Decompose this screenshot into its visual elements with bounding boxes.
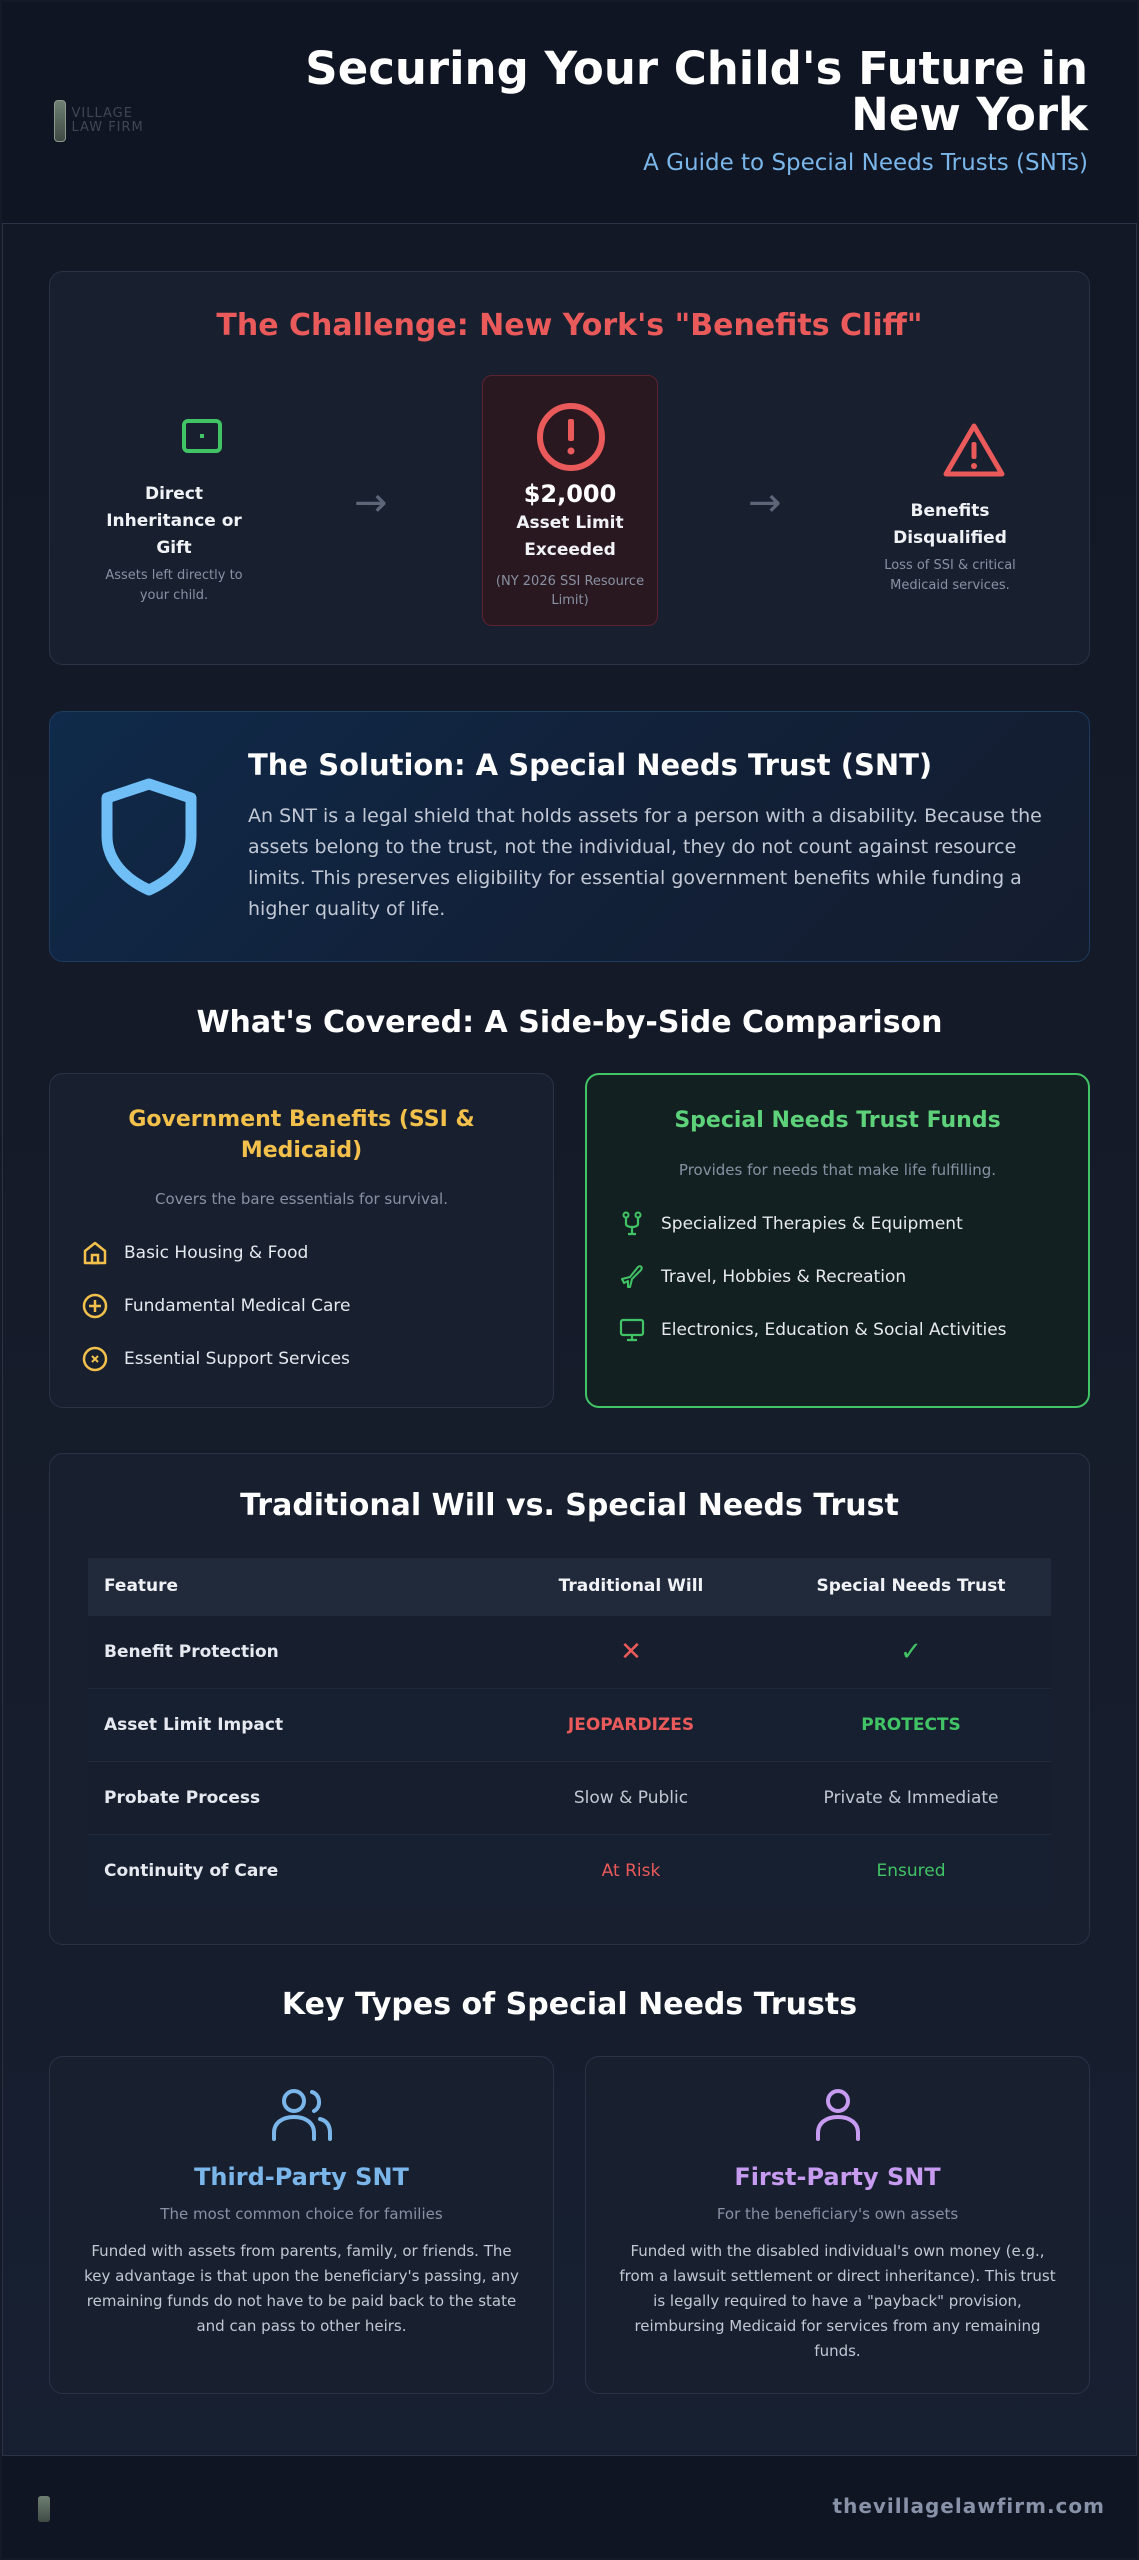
third-party-snt-card	[49, 2056, 554, 2394]
table-cell-will: Slow & Public	[491, 1761, 771, 1834]
government-benefits-title: Government Benefits (SSI & Medicaid)	[128, 1107, 475, 1163]
table-row	[88, 1688, 1051, 1761]
trust-funds-subtitle: Provides for needs that make life fulfilling.	[678, 1161, 997, 1179]
first-party-text: Funded with the disabled individual's own money (e.g., from a lawsuit settlement or direct inheritance). This trust is legally required to have a "payback" provision, reimbursing Medicaid for services from any remaining funds.	[619, 2242, 1056, 2360]
logo-text: VILLAGE LAW FIRM	[71, 106, 144, 135]
step-limit-desc: (NY 2026 SSI Resource Limit)	[495, 574, 645, 608]
firm-logo[interactable]	[54, 98, 154, 144]
footer-logo-icon[interactable]	[38, 2496, 50, 2522]
trust-funds-card	[585, 1073, 1090, 1408]
list-item	[617, 1262, 906, 1292]
step-disqualified-title: Benefits Disqualified	[893, 501, 1007, 548]
warning-triangle-icon	[942, 422, 1006, 478]
list-item-label: Essential Support Services	[124, 1349, 350, 1369]
alert-circle-icon	[534, 400, 608, 474]
plane-icon	[617, 1262, 647, 1292]
footer-website-link[interactable]: thevillagelawfirm.com	[832, 2494, 1105, 2518]
table-title: Traditional Will vs. Special Needs Trust	[240, 1488, 899, 1523]
list-item-label: Basic Housing & Food	[124, 1243, 309, 1263]
monitor-icon	[617, 1315, 647, 1345]
trust-funds-title: Special Needs Trust Funds	[674, 1108, 1001, 1133]
list-item	[617, 1315, 1007, 1345]
challenge-title: The Challenge: New York's "Benefits Cliff"	[216, 308, 923, 343]
list-item	[80, 1344, 350, 1374]
page-footer	[2, 2455, 1137, 2558]
third-party-text: Funded with assets from parents, family, or friends. The key advantage is that upon the beneficiary's passing, any remaining funds do not have to be paid back to the state and can pass to other heirs.	[84, 2242, 519, 2335]
table-cell-trust: PROTECTS	[771, 1688, 1051, 1761]
list-item	[80, 1238, 308, 1268]
first-party-subtitle: For the beneficiary's own assets	[716, 2205, 959, 2223]
asset-limit-amount: $2,000	[523, 480, 617, 508]
therapy-equipment-icon	[617, 1209, 647, 1239]
table-cell-feature: Continuity of Care	[88, 1834, 491, 1907]
list-item	[80, 1291, 351, 1321]
challenge-section	[49, 271, 1090, 665]
step-inheritance-desc: Assets left directly to your child.	[105, 568, 243, 603]
table-row	[88, 1761, 1051, 1834]
users-icon	[50, 2087, 553, 2143]
types-title: Key Types of Special Needs Trusts	[281, 1987, 858, 2022]
solution-title: The Solution: A Special Needs Trust (SNT)	[248, 748, 933, 782]
support-x-circle-icon	[80, 1344, 110, 1374]
list-item	[617, 1209, 963, 1239]
medical-plus-icon	[80, 1291, 110, 1321]
table-cell-feature: Asset Limit Impact	[88, 1688, 491, 1761]
check-mark-icon: ✓	[771, 1615, 1051, 1688]
step-disqualified	[870, 422, 1030, 596]
x-mark-icon: ✕	[491, 1615, 771, 1688]
logo-mark-icon	[54, 100, 66, 142]
page-header	[2, 2, 1137, 224]
will-vs-trust-section	[49, 1453, 1090, 1945]
house-icon	[80, 1238, 110, 1268]
step-inheritance-title: Direct Inheritance or Gift	[106, 484, 242, 558]
step-limit-title: Asset Limit Exceeded	[516, 513, 624, 560]
arrow-right-icon: →	[748, 480, 782, 526]
list-item-label: Electronics, Education & Social Activities	[661, 1320, 1007, 1340]
table-cell-will: JEOPARDIZES	[491, 1688, 771, 1761]
step-limit-exceeded	[482, 375, 658, 626]
table-header-feature: Feature	[88, 1558, 491, 1615]
table-header-trust: Special Needs Trust	[771, 1558, 1051, 1615]
step-inheritance	[94, 417, 254, 606]
list-item-label: Fundamental Medical Care	[124, 1296, 351, 1316]
table-row	[88, 1834, 1051, 1907]
table-cell-trust: Private & Immediate	[771, 1761, 1051, 1834]
government-benefits-subtitle: Covers the bare essentials for survival.	[155, 1190, 448, 1208]
comparison-title: What's Covered: A Side-by-Side Comparison	[196, 1005, 943, 1040]
table-header-will: Traditional Will	[491, 1558, 771, 1615]
list-item-label: Travel, Hobbies & Recreation	[661, 1267, 907, 1287]
solution-section	[49, 711, 1090, 962]
table-cell-will: At Risk	[491, 1834, 771, 1907]
table-row	[88, 1615, 1051, 1688]
table-cell-feature: Benefit Protection	[88, 1615, 491, 1688]
government-benefits-card	[49, 1073, 554, 1408]
table-cell-feature: Probate Process	[88, 1761, 491, 1834]
step-disqualified-desc: Loss of SSI & critical Medicaid services.	[884, 558, 1016, 593]
third-party-subtitle: The most common choice for families	[160, 2205, 443, 2223]
page-subtitle: A Guide to Special Needs Trusts (SNTs)	[643, 150, 1088, 176]
user-icon	[586, 2087, 1089, 2143]
page-title: Securing Your Child's Future in New York	[305, 42, 1088, 141]
arrow-right-icon: →	[354, 480, 388, 526]
first-party-title: First-Party SNT	[734, 2163, 941, 2191]
third-party-title: Third-Party SNT	[194, 2163, 409, 2191]
table-cell-trust: Ensured	[771, 1834, 1051, 1907]
comparison-table	[88, 1558, 1051, 1907]
shield-icon	[99, 778, 199, 896]
first-party-snt-card	[585, 2056, 1090, 2394]
list-item-label: Specialized Therapies & Equipment	[661, 1214, 963, 1234]
solution-text: An SNT is a legal shield that holds assets for a person with a disability. Because the assets belong to the trust, not the individual, they do not count against resource limits. This preserves eligibility for essential government benefits while funding a higher quality of life.	[248, 805, 1042, 920]
wallet-icon	[178, 417, 226, 457]
